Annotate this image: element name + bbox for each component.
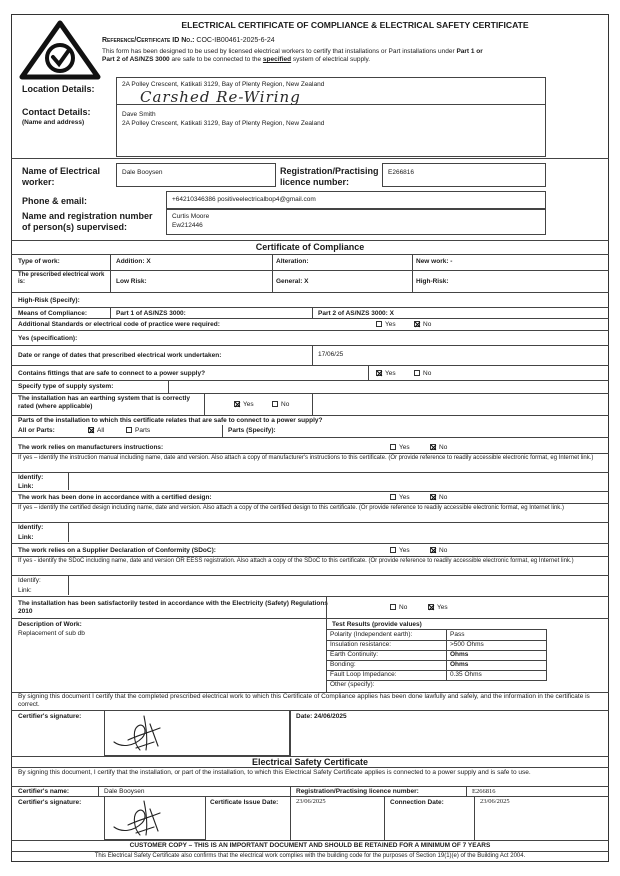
manufacturer-label: The work relies on manufacturers instructions: <box>18 444 164 451</box>
test-earth-value: Ohms <box>450 651 469 658</box>
esc-connection-date-label: Connection Date: <box>390 799 444 806</box>
design-note: If yes – identify the certified design including name, date and version. Also attach a copy of the certified design to this certificate. (Or provide reference to readily accessible electronic format, eg Internet link.) <box>18 505 564 511</box>
test-fault-loop-label: Fault Loop Impedance: <box>330 671 397 678</box>
sdoc-identify-label: Identify: <box>18 577 41 584</box>
part1-label: Part 1 of AS/NZS 3000: <box>116 310 186 317</box>
yes-specification-label: Yes (specification): <box>18 335 78 342</box>
supply-type-label: Specify type of supply system: <box>18 383 114 390</box>
test-bonding-value: Ohms <box>450 661 469 668</box>
test-insulation-value: >500 Ohms <box>450 641 484 648</box>
test-results-label: Test Results (provide values) <box>332 621 422 628</box>
high-risk-specify: High-Risk (Specify): <box>18 297 80 304</box>
all-option[interactable]: All <box>88 427 104 435</box>
manufacturer-yes-checkbox[interactable] <box>390 444 396 450</box>
design-no-option[interactable]: No <box>430 494 447 502</box>
coc-date: Date: 24/06/2025 <box>296 713 347 720</box>
manufacturer-no-option[interactable]: No <box>430 444 447 452</box>
contact-label: Contact Details: <box>22 107 91 117</box>
coc-title: Certificate of Compliance <box>255 242 365 252</box>
esc-signature-label: Certifier's signature: <box>18 799 82 806</box>
esc-reg-label: Registration/Practising licence number: <box>296 788 419 795</box>
parts-label: Parts of the installation to which this certificate relates that are safe to connect to a power supply? <box>18 417 323 424</box>
additional-standards-label: Additional Standards or electrical code of practice were required: <box>18 321 220 328</box>
tested-yes-option[interactable]: Yes <box>428 604 448 612</box>
location-address: 2A Polley Crescent, Katikati 3129, Bay of Plenty Region, New Zealand <box>122 81 325 88</box>
high-risk-label: High-Risk: <box>416 278 449 285</box>
worker-name: Dale Booysen <box>122 169 163 176</box>
contact-name: Dave Smith <box>122 111 156 118</box>
supervised-label: Name and registration number of person(s) supervised: <box>22 211 153 232</box>
sdoc-yes-option[interactable]: Yes <box>390 547 410 555</box>
tested-no-checkbox[interactable] <box>390 604 396 610</box>
reference-value: COC-IB00461-2025-6-24 <box>196 37 275 44</box>
means-label: Means of Compliance: <box>18 310 87 317</box>
design-yes-checkbox[interactable] <box>390 494 396 500</box>
design-link-label: Link: <box>18 534 34 541</box>
sdoc-yes-checkbox[interactable] <box>390 547 396 553</box>
sdoc-no-checkbox[interactable] <box>430 547 436 553</box>
dates-value: 17/06/25 <box>318 351 344 358</box>
customer-copy-notice: CUSTOMER COPY – THIS IS AN IMPORTANT DOCUMENT AND SHOULD BE RETAINED FOR A MINIMUM OF 7 YEARS <box>129 842 491 849</box>
reference-line <box>102 36 602 45</box>
fittings-yes-option[interactable]: Yes <box>376 370 396 378</box>
risk-label: The prescribed electrical work is: <box>18 272 105 285</box>
dates-label: Date or range of dates that prescribed electrical work undertaken: <box>18 352 222 359</box>
esc-connection-date-value: 23/06/2025 <box>480 798 510 805</box>
coc-declaration: By signing this document I certify that the completed prescribed electrical work to which this Certificate of Compliance applies has been done lawfully and safely, and the information in the certificate is correct. <box>18 693 590 708</box>
all-checkbox[interactable] <box>88 427 94 433</box>
test-fault-loop-value: 0.35 Ohms <box>450 671 482 678</box>
esc-issue-date-value: 23/06/2025 <box>296 798 326 805</box>
coc-signature-scribble-icon <box>108 712 170 754</box>
intro-text: This form has been designed to be used by licensed electrical workers to certify that installations or Part installations under Part 1 or Part 2 of AS/NZS 3000 are safe to be connected to the specified system of electrical supply. <box>102 48 483 63</box>
fittings-no-option[interactable]: No <box>414 370 431 378</box>
manufacturer-link-label: Link: <box>18 483 34 490</box>
fittings-no-checkbox[interactable] <box>414 370 420 376</box>
manufacturer-note: If yes – identify the instruction manual including name, date and version. Also attach a copy of manufacturer's instructions to this certificate. (Or provide reference to readily accessible electronic format, eg Internet link.) <box>18 455 594 461</box>
reference-label: Reference/Certificate ID No.: <box>102 37 195 44</box>
worker-reg-value: E266816 <box>388 169 415 176</box>
tested-no-option[interactable]: No <box>390 604 407 612</box>
test-earth-label: Earth Continuity: <box>330 651 379 658</box>
phone-value: +64210346386 positiveelectricalbop4@gmail.com <box>172 196 316 203</box>
low-risk-label: Low Risk: <box>116 278 147 285</box>
sdoc-label: The work relies on a Supplier Declaration of Conformity (SDoC): <box>18 547 216 554</box>
esc-name-label: Certifier's name: <box>18 788 70 795</box>
certificate-title: ELECTRICAL CERTIFICATE OF COMPLIANCE & ELECTRICAL SAFETY CERTIFICATE <box>181 20 529 30</box>
type-of-work-label: Type of work: <box>18 258 60 265</box>
supervised-box <box>166 209 546 235</box>
worker-name-label: Name of Electrical worker: <box>22 166 101 187</box>
sdoc-note: If yes - identify the SDoC including name, date and version OR EESS registration. Also attach a copy of the SDoC to this certificate. (Or provide reference to readily accessible electronic format, eg Internet link.) <box>18 558 574 564</box>
additional-no-checkbox[interactable] <box>414 321 420 327</box>
supervised-reg: Ew212446 <box>172 222 203 229</box>
additional-yes-option[interactable]: Yes <box>376 321 396 329</box>
parts-checkbox[interactable] <box>126 427 132 433</box>
parts-option[interactable]: Parts <box>126 427 150 435</box>
test-polarity-value: Pass <box>450 631 465 638</box>
coc-signature-label: Certifier's signature: <box>18 713 82 720</box>
alteration-label: Alteration: <box>276 258 309 265</box>
building-act-note: This Electrical Safety Certificate also confirms that the electrical work complies with the building code for the purposes of Section 19(1)(e) of the Building Act 2004. <box>94 853 526 859</box>
test-polarity-label: Polarity (Independent earth): <box>330 631 413 638</box>
sdoc-link-label: Link: <box>18 587 32 594</box>
manufacturer-identify-label: Identify: <box>18 474 44 481</box>
earthing-yes-option[interactable]: Yes <box>234 401 254 409</box>
sdoc-no-option[interactable]: No <box>430 547 447 555</box>
addition-label: Addition: X <box>116 258 151 265</box>
location-label: Location Details: <box>22 84 95 94</box>
esc-title: Electrical Safety Certificate <box>251 757 369 767</box>
additional-yes-checkbox[interactable] <box>376 321 382 327</box>
design-no-checkbox[interactable] <box>430 494 436 500</box>
earthing-yes-checkbox[interactable] <box>234 401 240 407</box>
tested-yes-checkbox[interactable] <box>428 604 434 610</box>
design-identify-label: Identify: <box>18 524 44 531</box>
test-other-label: Other (specify): <box>330 681 375 688</box>
fittings-label: Contains fittings that are safe to connect to a power supply? <box>18 370 206 377</box>
earthing-no-option[interactable]: No <box>272 401 289 409</box>
general-risk-label: General: X <box>276 278 309 285</box>
worker-reg-label: Registration/Practising licence number: <box>280 166 379 187</box>
all-or-parts-label: All or Parts: <box>18 427 55 434</box>
earthing-no-checkbox[interactable] <box>272 401 278 407</box>
esc-name-value: Dale Booysen <box>104 788 145 795</box>
regulatory-compliance-mark-icon <box>19 20 101 80</box>
design-yes-option[interactable]: Yes <box>390 494 410 502</box>
test-bonding-label: Bonding: <box>330 661 356 668</box>
description-value: Replacement of sub db <box>18 630 85 637</box>
design-label: The work has been done in accordance with a certified design: <box>18 494 212 501</box>
parts-specify-label: Parts (Specify): <box>228 427 276 434</box>
esc-declaration: By signing this document, I certify that the installation, or part of the installation, to which this Electrical Safety Certificate applies is connected to a power supply and is safe to use. <box>18 769 531 776</box>
description-label: Description of Work: <box>18 621 82 628</box>
esc-issue-date-label: Certificate Issue Date: <box>210 799 279 806</box>
contact-sublabel: (Name and address) <box>22 119 85 126</box>
additional-no-option[interactable]: No <box>414 321 431 329</box>
test-insulation-label: Insulation resistance: <box>330 641 392 648</box>
part2-label: Part 2 of AS/NZS 3000: X <box>318 310 394 317</box>
contact-address: 2A Polley Crescent, Katikati 3129, Bay of Plenty Region, New Zealand <box>122 120 325 127</box>
location-handwritten-note: Carshed Re-Wiring <box>140 88 301 106</box>
fittings-yes-checkbox[interactable] <box>376 370 382 376</box>
earthing-label: The installation has an earthing system that is correctly rated (where applicable) <box>18 395 190 410</box>
esc-reg-value: E266816 <box>472 788 496 795</box>
tested-label: The installation has been satisfactorily tested in accordance with the Electricity (Safety) Regulations 2010 <box>18 600 328 615</box>
new-work-label: New work: - <box>416 258 453 265</box>
manufacturer-yes-option[interactable]: Yes <box>390 444 410 452</box>
esc-signature-scribble-icon <box>108 797 170 839</box>
phone-label: Phone & email: <box>22 196 88 206</box>
supervised-name: Curtis Moore <box>172 213 210 220</box>
manufacturer-no-checkbox[interactable] <box>430 444 436 450</box>
